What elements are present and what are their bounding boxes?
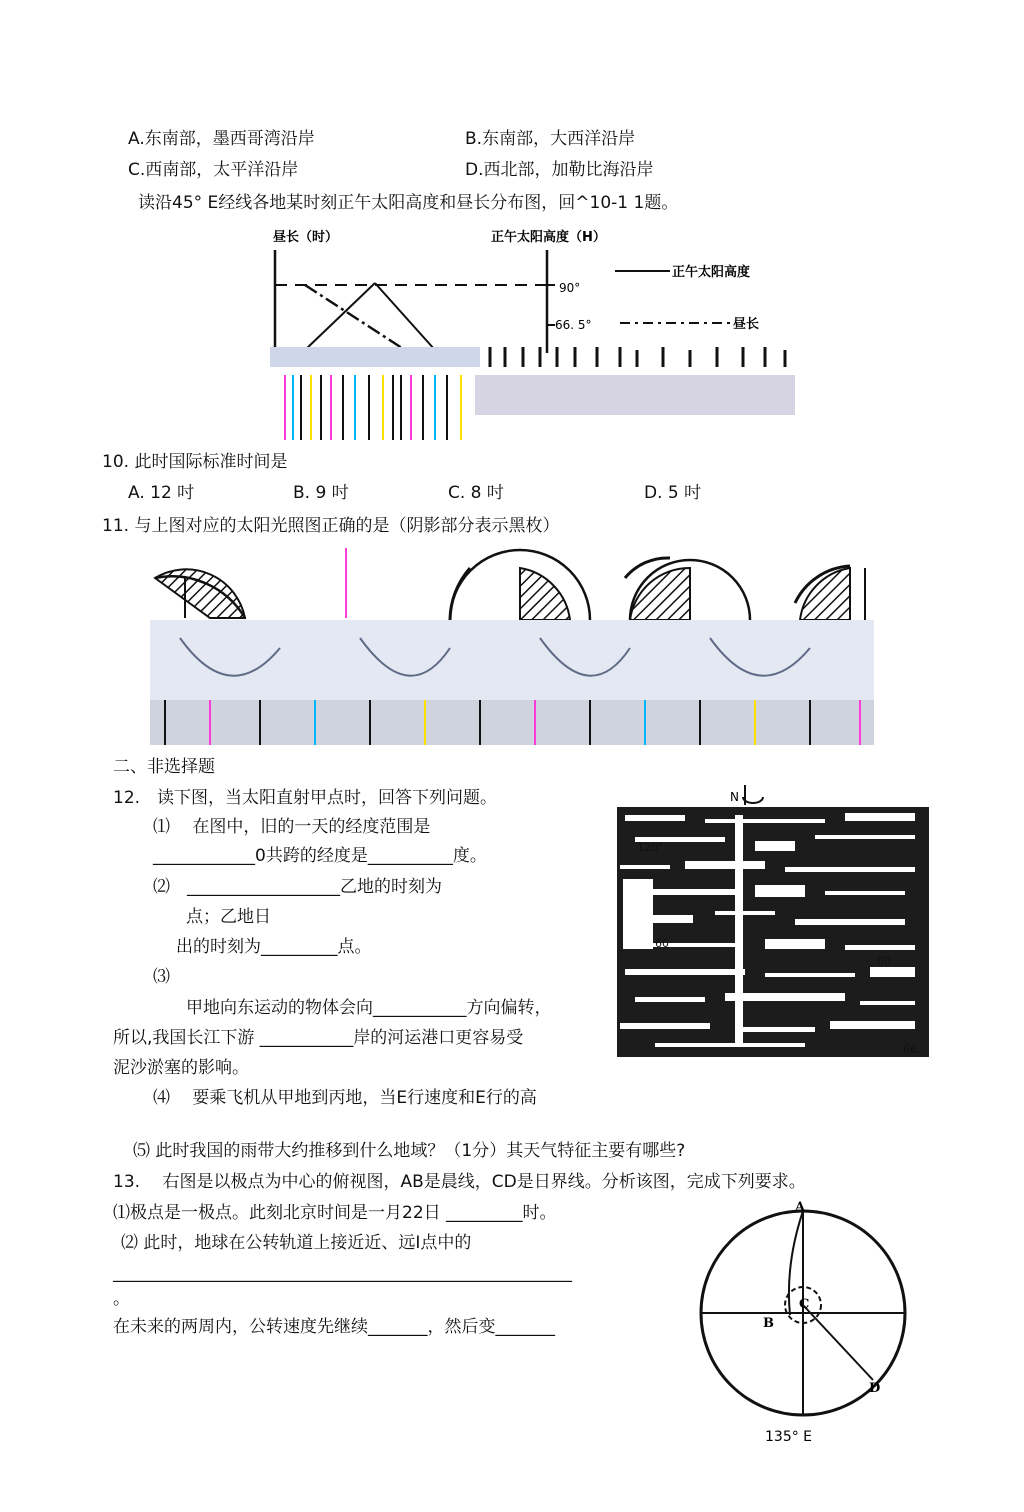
intro-10-11: 读沿45° E经线各地某时刻正午太阳高度和昼长分布图，回^10-1 1题。 (138, 193, 679, 213)
daylength-solar-altitude-figure (265, 225, 805, 445)
q12-map-figure (615, 775, 931, 1060)
q11-stem: 11. 与上图对应的太阳光照图正确的是（阴影部分表示黑枚） (102, 516, 560, 536)
q12-part5: ⑸ 此时我国的雨带大约推移到什么地域？（1分）其天气特征主要有哪些? (133, 1141, 686, 1161)
map-label-120: 120° (637, 841, 664, 854)
polar-label-c: C (799, 1297, 810, 1312)
q12-part3-c: 泥沙淤塞的影响。 (113, 1058, 249, 1078)
q9-option-d: D.西北部，加勒比海沿岸 (465, 160, 654, 180)
q12-part3-b: 所以,我国长江下游 ___________岸的河运港口更容易受 (113, 1028, 524, 1048)
q13-part2-end: 。 (113, 1289, 130, 1309)
q12-part2-c: 出的时刻为_________点。 (176, 937, 372, 957)
q9-option-b: B.东南部，大西洋沿岸 (465, 129, 636, 149)
section-2-title: 二、非选择题 (113, 757, 215, 777)
polar-label-a: A (795, 1200, 806, 1215)
q12-part4: ⑷ 要乘飞机从甲地到丙地，当E行速度和E行的高 (153, 1088, 537, 1108)
sunlight-options-figure (150, 548, 874, 748)
q13-part2-blank: ______________________________________________________ (113, 1263, 572, 1283)
q10-option-b: B. 9 吋 (293, 483, 349, 503)
polar-label-longitude: 135° E (765, 1429, 813, 1445)
q10-option-a: A. 12 吋 (128, 483, 195, 503)
map-label-60-right: 60 (877, 955, 891, 968)
q13-stem: 13. 右图是以极点为中心的俯视图，AB是晨线，CD是日界线。分析该图，完成下列要求。 (113, 1172, 806, 1192)
tick-90: 90° (559, 281, 581, 295)
map-label-66: 66. (903, 1043, 921, 1056)
q12-part3-label: ⑶ (153, 967, 170, 987)
q12-part2-a: ⑵ __________________乙地的时刻为 (153, 877, 442, 897)
q13-part2: ⑵ 此时，地球在公转轨道上接近近、远I点中的 (121, 1233, 472, 1253)
ylabel-daylength: 昼长（时） (273, 230, 339, 245)
legend-daylength: 昼长 (733, 317, 760, 332)
q13-part1: ⑴极点是一极点。此刻北京时间是一月22日 _________时。 (113, 1203, 557, 1223)
q12-part2-b: 点；乙地日 (186, 907, 271, 927)
q13-part3: 在未来的两周内，公转速度先继续_______，然后变_______ (113, 1317, 555, 1337)
q9-option-c: C.西南部，太平洋沿岸 (128, 160, 299, 180)
q9-option-a: A.东南部，墨西哥湾沿岸 (128, 129, 315, 149)
q12-stem: 12. 读下图，当太阳直射甲点时，回答下列问题。 (113, 788, 498, 808)
legend-solar-altitude: 正午太阳高度 (672, 265, 751, 280)
q12-part1-a: ⑴ 在图中，旧的一天的经度范围是 (153, 817, 431, 837)
q13-polar-figure (695, 1195, 915, 1450)
polar-label-d: D (869, 1381, 881, 1396)
q10-stem: 10. 此时国际标准时间是 (102, 452, 288, 472)
q12-part3-a: 甲地向东运动的物体会向___________方向偏转， (186, 998, 552, 1018)
q12-part1-b: ____________0共跨的经度是__________度。 (153, 846, 487, 866)
q10-option-d: D. 5 吋 (644, 483, 702, 503)
tick-66-5: 66. 5° (555, 318, 592, 332)
polar-label-b: B (763, 1316, 774, 1331)
map-north-label: N (730, 790, 739, 804)
map-label-60-left: 60 (655, 937, 669, 950)
ylabel-solar-altitude: 正午太阳高度（H） (491, 230, 606, 245)
q10-option-c: C. 8 吋 (448, 483, 504, 503)
